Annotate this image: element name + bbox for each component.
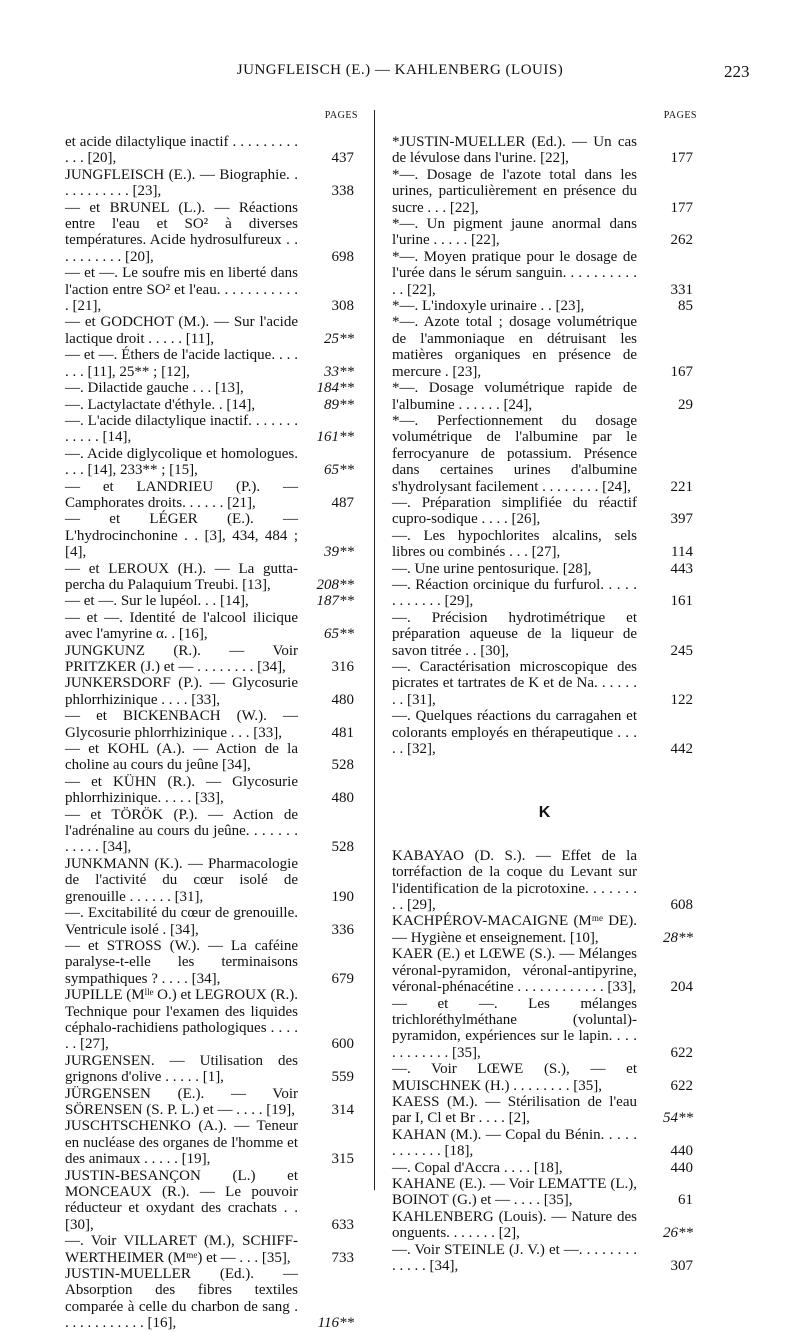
- entry-text: —. Copal d'Accra . . . . [18],: [392, 1159, 563, 1176]
- entry-text: — et LEROUX (H.). — La gutta-percha du Palaquium Treubi. [13],: [65, 560, 298, 593]
- entry-page: 679: [331, 970, 354, 987]
- index-entry: [65, 314, 358, 347]
- left-entry-list: [65, 134, 358, 1332]
- index-entry: [392, 528, 697, 561]
- entry-text: JUSTIN-BESANÇON (L.) et MONCEAUX (R.). — Le pouvoir réducteur et oxydant des crachats . . [30],: [65, 1167, 298, 1233]
- index-entry: [65, 265, 358, 314]
- entry-text: et acide dilactylique inactif . . . . . . . . . . . . [20],: [65, 134, 298, 167]
- entry-text: — et —. Le soufre mis en liberté dans l'action entre SO² et l'eau. . . . . . . . . . . . [21],: [65, 265, 298, 315]
- entry-page: 608: [670, 897, 693, 914]
- index-entry: [65, 167, 358, 200]
- index-entry: [392, 1242, 697, 1275]
- k-entry-list: [392, 848, 697, 1275]
- index-entry: [65, 397, 358, 413]
- entry-page: 204: [670, 979, 693, 996]
- entry-text: —. Dilactide gauche . . . [13],: [65, 380, 244, 397]
- index-entry: [65, 708, 358, 741]
- entry-page: 315: [331, 1151, 354, 1168]
- entry-page: 221: [670, 478, 693, 495]
- entry-text: —. Acide diglycolique et homologues. . . . [14], 233** ; [15],: [65, 445, 298, 479]
- entry-text: —. Réaction orcinique du furfurol. . . . . . . . . . . . [29],: [392, 576, 637, 610]
- entry-text: KAER (E.) et LŒWE (S.). — Mélanges véronal-pyramidon, véronal-antipyrine, véronal-phénacétine . . . . . . . . . . . . [33],: [392, 946, 637, 996]
- entry-text: —. L'acide dilactylique inactif. . . . . . . . . . . . [14],: [65, 412, 298, 446]
- entry-page: 161**: [316, 429, 354, 446]
- index-entry: [65, 938, 358, 987]
- entry-text: KAHANE (E.). — Voir LEMATTE (L.), BOINOT (G.) et — . . . . [35],: [392, 1175, 637, 1209]
- entry-page: 89**: [324, 396, 354, 413]
- entry-text: —. Voir VILLARET (M.), SCHIFF-WERTHEIMER (Mᵐᵉ) et — . . . [35],: [65, 1233, 298, 1266]
- entry-page: 698: [331, 248, 354, 265]
- entry-text: KABAYAO (D. S.). — Effet de la torréfaction de la coque du Levant sur l'identification de la picrotoxine. . . . . . . . . [29],: [392, 847, 637, 914]
- index-entry: [65, 347, 358, 380]
- entry-text: —. Caractérisation microscopique des picrates et tartrates de K et de Na. . . . . . . . [31],: [392, 659, 637, 708]
- entry-text: JUPILLE (Mˡˡᵉ O.) et LEGROUX (R.). Technique pour l'examen des liquides céphalo-rachidiens pathologiques . . . . . . [27],: [65, 987, 298, 1053]
- entry-page: 85: [678, 298, 693, 315]
- entry-text: — et TÖRÖK (P.). — Action de l'adrénaline au cours du jeûne. . . . . . . . . . . . [34],: [65, 806, 298, 856]
- index-entry: [392, 1061, 697, 1094]
- entry-text: *—. Dosage de l'azote total dans les urines, particulièrement en présence du sucre . . . [22],: [392, 166, 637, 216]
- index-entry: [65, 675, 358, 708]
- entry-page: 187**: [316, 593, 354, 610]
- entry-text: *—. Un pigment jaune anormal dans l'urine . . . . . [22],: [392, 216, 637, 249]
- entry-page: 314: [331, 1101, 354, 1118]
- entry-page: 480: [331, 790, 354, 807]
- entry-page: 622: [670, 1044, 693, 1061]
- entry-text: — et KOHL (A.). — Action de la choline au cours du jeûne [34],: [65, 741, 298, 774]
- index-entry: [392, 848, 697, 914]
- index-entry: [392, 314, 697, 380]
- index-entry: [65, 1053, 358, 1086]
- index-entry: [392, 1127, 697, 1160]
- entry-text: —. Voir LŒWE (S.), — et MUISCHNEK (H.) . . . . . . . . [35],: [392, 1061, 637, 1094]
- entry-text: *—. Perfectionnement du dosage volumétrique de l'albumine par le ferrocyanure de potassium. Présence dans certaines urines d'albumine s'hydrolysant facilement . . . . . . . . [24],: [392, 412, 637, 495]
- index-entry: [65, 593, 358, 609]
- pages-header-right: PAGES: [663, 110, 697, 121]
- entry-text: KAESS (M.). — Stérilisation de l'eau par I, Cl et Br . . . . [2],: [392, 1093, 637, 1127]
- entry-page: 733: [331, 1249, 354, 1266]
- entry-text: KACHPÉROV-MACAIGNE (Mᵐᵉ DE). — Hygiène et enseignement. [10],: [392, 913, 637, 946]
- index-entry: [392, 1160, 697, 1176]
- entry-text: — et STROSS (W.). — La caféine paralyse-t-elle les terminaisons sympathiques ? . . . . [34],: [65, 937, 298, 987]
- pages-header-left: PAGES: [324, 110, 358, 121]
- entry-page: 633: [331, 1216, 354, 1233]
- running-head: JUNGFLEISCH (E.) — KAHLENBERG (LOUIS): [236, 62, 564, 78]
- entry-text: *—. Dosage volumétrique rapide de l'albumine . . . . . . [24],: [392, 380, 637, 413]
- entry-page: 397: [670, 511, 693, 528]
- index-entry: [392, 1094, 697, 1127]
- entry-text: — et —. Éthers de l'acide lactique. . . . . . . [11], 25** ; [12],: [65, 347, 298, 380]
- index-entry: [65, 643, 358, 676]
- index-entry: [65, 446, 358, 479]
- entry-page: 65**: [324, 462, 354, 479]
- left-column: [65, 108, 358, 1332]
- entry-text: *—. L'indoxyle urinaire . . [23],: [392, 298, 585, 315]
- entry-page: 487: [331, 494, 354, 511]
- index-entry: [392, 413, 697, 495]
- entry-text: — et —. Sur le lupéol. . . [14],: [65, 593, 249, 610]
- entry-page: 39**: [324, 544, 354, 561]
- entry-text: —. Lactylactate d'éthyle. . [14],: [65, 396, 256, 413]
- entry-page: 65**: [324, 626, 354, 643]
- index-entry: [392, 134, 697, 167]
- index-entry: [392, 298, 697, 314]
- entry-page: 338: [331, 183, 354, 200]
- index-entry: [65, 561, 358, 594]
- index-entry: [65, 380, 358, 396]
- entry-page: 331: [670, 281, 693, 298]
- entry-page: 307: [670, 1258, 693, 1274]
- entry-text: — et LANDRIEU (P.). — Camphorates droits. . . . . . [21],: [65, 478, 298, 511]
- entry-page: 26**: [663, 1225, 693, 1242]
- index-entry: [392, 708, 697, 757]
- index-entry: [392, 561, 697, 577]
- column-divider: [374, 110, 375, 1190]
- entry-text: *—. Moyen pratique pour le dosage de l'urée dans le sérum sanguin. . . . . . . . . . . . [22],: [392, 248, 637, 298]
- entry-page: 54**: [663, 1110, 693, 1127]
- index-entry: [65, 511, 358, 560]
- entry-page: 245: [670, 642, 693, 659]
- index-entry: [392, 1209, 697, 1242]
- index-entry: [65, 413, 358, 446]
- entry-page: 161: [670, 593, 693, 610]
- entry-page: 25**: [324, 330, 354, 347]
- index-entry: [65, 1168, 358, 1234]
- index-entry: [65, 479, 358, 512]
- index-entry: [65, 987, 358, 1053]
- entry-page: 622: [670, 1077, 693, 1094]
- index-entry: [65, 856, 358, 905]
- index-entry: [65, 1266, 358, 1332]
- right-column: [392, 108, 697, 1274]
- entry-text: —. Les hypochlorites alcalins, sels libres ou combinés . . . [27],: [392, 527, 637, 561]
- entry-text: KAHAN (M.). — Copal du Bénin. . . . . . . . . . . . [18],: [392, 1126, 637, 1160]
- entry-text: —. Une urine pentosurique. [28],: [392, 560, 592, 577]
- index-entry: [65, 134, 358, 167]
- index-entry: [392, 913, 697, 946]
- entry-text: —. Excitabilité du cœur de grenouille. Ventricule isolé . [34],: [65, 905, 298, 938]
- entry-text: —. Préparation simplifiée du réactif cupro-sodique . . . . [26],: [392, 494, 637, 528]
- entry-page: 190: [331, 888, 354, 905]
- index-entry: [392, 996, 697, 1062]
- index-entry: [392, 249, 697, 298]
- entry-page: 440: [670, 1143, 693, 1160]
- entry-text: —. Voir STEINLE (J. V.) et —. . . . . . . . . . . . . [34],: [392, 1241, 637, 1274]
- index-entry: [65, 1118, 358, 1167]
- entry-text: *—. Azote total ; dosage volumétrique de l'ammoniaque en détruisant les matières organiques en présence de mercure . [23],: [392, 314, 637, 380]
- entry-text: JUNGFLEISCH (E.). — Biographie. . . . . . . . . . . [23],: [65, 166, 298, 200]
- entry-page: 443: [670, 560, 693, 577]
- index-entry: [392, 167, 697, 216]
- entry-page: 442: [670, 741, 693, 758]
- entry-page: 208**: [316, 576, 354, 593]
- page-number: 223: [724, 62, 750, 81]
- entry-page: 61: [678, 1192, 693, 1209]
- entry-text: — et LÉGER (E.). — L'hydrocinchonine . . [3], 434, 484 ; [4],: [65, 511, 298, 561]
- entry-page: 437: [331, 150, 354, 167]
- entry-text: JUSCHTSCHENKO (A.). — Teneur en nucléase des organes de l'homme et des animaux . . . . . [19],: [65, 1118, 298, 1168]
- index-entry: [65, 774, 358, 807]
- entry-text: —. Quelques réactions du carragahen et colorants employés en thérapeutique . . . . . [32],: [392, 708, 637, 758]
- entry-text: JUNKMANN (K.). — Pharmacologie de l'activité du cœur isolé de grenouille . . . . . . [31],: [65, 855, 298, 905]
- index-entry: [65, 200, 358, 266]
- entry-page: 559: [331, 1069, 354, 1086]
- entry-page: 528: [331, 757, 354, 774]
- entry-page: 28**: [663, 929, 693, 946]
- index-entry: [65, 1233, 358, 1266]
- entry-text: *JUSTIN-MUELLER (Ed.). — Un cas de lévulose dans l'urine. [22],: [392, 134, 637, 167]
- entry-page: 336: [331, 921, 354, 938]
- entry-page: 122: [670, 691, 693, 708]
- entry-page: 29: [678, 396, 693, 413]
- entry-page: 262: [670, 232, 693, 249]
- right-entry-list: [392, 134, 697, 757]
- entry-page: 440: [670, 1159, 693, 1176]
- index-entry: [392, 216, 697, 249]
- entry-text: JÜRGENSEN (E.). — Voir SÖRENSEN (S. P. L.) et — . . . . [19],: [65, 1085, 298, 1118]
- entry-text: JUNGKUNZ (R.). — Voir PRITZKER (J.) et — . . . . . . . . [34],: [65, 642, 298, 675]
- index-entry: [392, 1176, 697, 1209]
- entry-text: — et KÜHN (R.). — Glycosurie phlorrhizinique. . . . . [33],: [65, 773, 298, 807]
- entry-text: — et BICKENBACH (W.). — Glycosurie phlorrhizinique . . . [33],: [65, 708, 298, 741]
- index-entry: [392, 380, 697, 413]
- entry-page: 480: [331, 691, 354, 708]
- entry-page: 114: [671, 544, 693, 561]
- index-entry: [65, 905, 358, 938]
- index-entry: [65, 807, 358, 856]
- entry-text: KAHLENBERG (Louis). — Nature des onguents. . . . . . . [2],: [392, 1208, 637, 1242]
- index-entry: [392, 577, 697, 610]
- entry-text: — et GODCHOT (M.). — Sur l'acide lactique droit . . . . . [11],: [65, 314, 298, 347]
- entry-text: —. Précision hydrotimétrique et préparation aqueuse de la liqueur de savon titrée . . [30],: [392, 609, 637, 659]
- entry-page: 177: [670, 150, 693, 167]
- index-entry: [392, 946, 697, 995]
- entry-text: JURGENSEN. — Utilisation des grignons d'olive . . . . . [1],: [65, 1052, 298, 1086]
- entry-text: — et BRUNEL (L.). — Réactions entre l'eau et SO² à diverses températures. Acide hydrosulfureux . . . . . . . . . . [20],: [65, 199, 298, 265]
- entry-page: 33**: [324, 363, 354, 380]
- index-entry: [392, 495, 697, 528]
- entry-text: — et —. Identité de l'alcool ilicique avec l'amyrine α. . [16],: [65, 609, 298, 643]
- entry-page: 184**: [316, 380, 354, 397]
- entry-page: 116**: [317, 1315, 354, 1332]
- entry-page: 167: [670, 363, 693, 380]
- index-entry: [392, 610, 697, 659]
- entry-page: 316: [331, 659, 354, 675]
- index-entry: [65, 741, 358, 774]
- index-entry: [65, 610, 358, 643]
- entry-text: JUNKERSDORF (P.). — Glycosurie phlorrhizinique . . . . [33],: [65, 675, 298, 708]
- entry-page: 528: [331, 839, 354, 856]
- section-letter: K: [538, 804, 551, 822]
- entry-page: 481: [331, 724, 354, 741]
- entry-text: JUSTIN-MUELLER (Ed.). — Absorption des fibres textiles comparée à celle du charbon de sang . . . . . . . . . . . . [16],: [65, 1266, 298, 1332]
- entry-page: 308: [331, 298, 354, 315]
- entry-page: 600: [331, 1036, 354, 1053]
- index-entry: [392, 659, 697, 708]
- entry-page: 177: [670, 199, 693, 216]
- index-entry: [65, 1086, 358, 1119]
- entry-text: — et —. Les mélanges trichloréthylméthane (voluntal)-pyramidon, expériences sur le lapin. . . . . . . . . . . . [35],: [392, 995, 637, 1061]
